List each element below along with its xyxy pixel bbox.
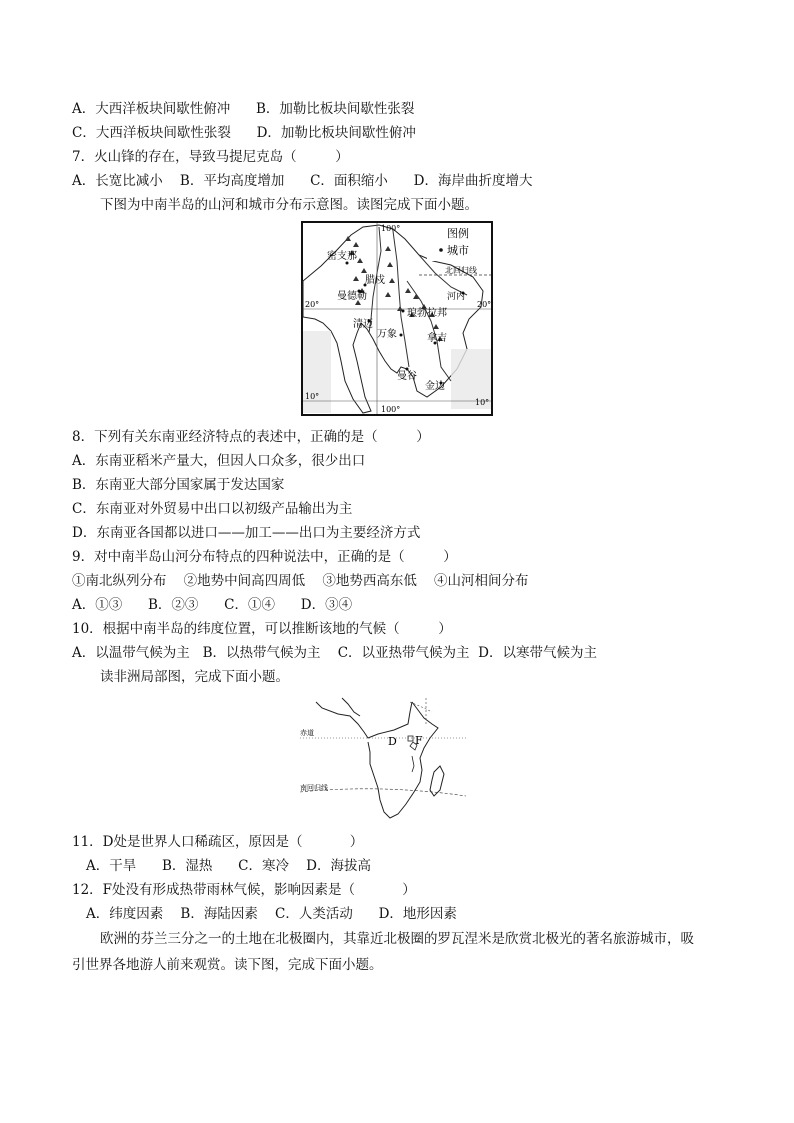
city-chiangmai: 清迈 (353, 319, 373, 330)
q6-options-ab: A．大西洋板块间歇性俯冲 B．加勒比板块间歇性张裂 (72, 101, 415, 117)
q9-items: ①南北纵列分布 ②地势中间高四周低 ③地势西高东低 ④山河相间分布 (72, 573, 529, 589)
city-phnompenh: 金边 (425, 381, 445, 392)
indochina-map (301, 221, 493, 420)
lat-10-left: 10° (305, 392, 320, 401)
q9-options: A．①③ B．②③ C．①④ D．③④ (72, 597, 353, 613)
europe-intro-line1: 欧洲的芬兰三分之一的土地在北极圈内，其靠近北极圈的罗瓦涅米是欣赏北极光的著名旅游城市，吸 (100, 931, 694, 947)
city-luangprabang: 琅勃拉邦 (407, 308, 447, 319)
marker-f: F (415, 734, 423, 747)
q12-options: A．纬度因素 B．海陆因素 C．人类活动 D．地形因素 (86, 906, 457, 922)
q8-option-c: C．东南亚对外贸易中出口以初级产品输出为主 (72, 501, 353, 517)
city-bangkok: 曼谷 (397, 371, 417, 382)
tropic-label: 北回归线 (445, 266, 477, 275)
legend-title: 图例 (447, 227, 469, 240)
map1-intro: 下图为中南半岛的山河和城市分布示意图。读图完成下面小题。 (100, 197, 478, 213)
city-savannakhet: 拿吉 (427, 333, 447, 344)
legend-city: 城市 (447, 244, 469, 257)
europe-intro-line2: 引世界各地游人前来观赏。读下图，完成下面小题。 (72, 957, 383, 973)
q12-stem: 12．F处没有形成热带雨林气候，影响因素是（ ） (72, 882, 416, 898)
q7-stem: 7．火山锋的存在，导致马提尼克岛（ ） (72, 149, 349, 165)
africa-map (298, 694, 468, 828)
equator-label: 赤道 (300, 729, 314, 737)
city-lashio: 腊戍 (365, 275, 385, 286)
q7-options: A．长宽比减小 B．平均高度增加 C．面积缩小 D．海岸曲折度增大 (72, 173, 533, 189)
lat-20-left: 20° (305, 300, 320, 309)
q9-stem: 9．对中南半岛山河分布特点的四种说法中，正确的是（ ） (72, 549, 457, 565)
city-mizhina: 密支那 (327, 251, 357, 262)
city-vientiane: 万象 (377, 329, 397, 340)
tropic-capricorn-label: 南回归线 (300, 784, 328, 792)
q8-option-d: D．东南亚各国都以进口——加工——出口为主要经济方式 (72, 525, 421, 541)
q10-options: A．以温带气候为主 B．以热带气候为主 C．以亚热带气候为主 D．以寒带气候为主 (72, 645, 597, 661)
lon-100-bottom: 100° (381, 405, 401, 414)
lon-110-bottom: 10° (475, 398, 490, 407)
q6-options-cd: C．大西洋板块间歇性张裂 D．加勒比板块间歇性俯冲 (72, 125, 416, 141)
q8-stem: 8．下列有关东南亚经济特点的表述中，正确的是（ ） (72, 429, 430, 445)
q8-option-b: B．东南亚大部分国家属于发达国家 (72, 477, 285, 493)
city-hanoi: 河内 (447, 292, 466, 302)
lat-20-right: 20° (477, 300, 492, 309)
q11-stem: 11．D处是世界人口稀疏区，原因是（ ） (72, 834, 364, 850)
lon-100-top: 100° (381, 224, 401, 233)
q8-option-a: A．东南亚稻米产量大，但因人口众多，很少出口 (72, 453, 366, 469)
map2-intro: 读非洲局部图，完成下面小题。 (100, 669, 289, 685)
q11-options: A．干旱 B．湿热 C．寒冷 D．海拔高 (86, 858, 371, 874)
city-dot-icon (439, 248, 443, 252)
city-mandalay: 曼德勒 (337, 291, 367, 302)
q10-stem: 10．根据中南半岛的纬度位置，可以推断该地的气候（ ） (72, 621, 452, 637)
marker-d: D (388, 735, 397, 748)
